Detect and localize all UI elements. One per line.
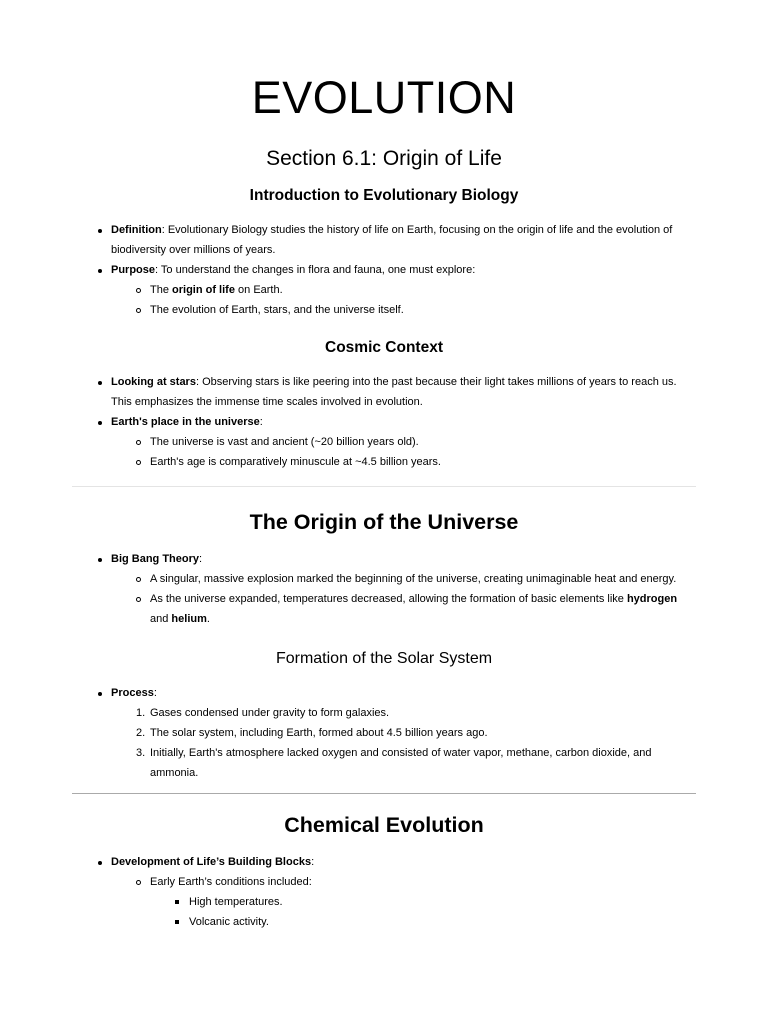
document-title: EVOLUTION [251, 72, 517, 123]
list-item-development: Development of Life’s Building Blocks: Early Earth’s conditions included: High temperatures. Volcanic activity. [111, 852, 696, 932]
chemical-list [72, 852, 696, 932]
earth-place-sublist [111, 432, 696, 472]
circle-bullet-icon [136, 288, 141, 293]
circle-bullet-icon [136, 308, 141, 313]
circle-bullet-icon [136, 460, 141, 465]
list-item: The universe is vast and ancient (~20 billion years old). [150, 432, 696, 452]
list-item: High temperatures. [189, 892, 696, 912]
circle-bullet-icon [136, 597, 141, 602]
list-item: The evolution of Earth, stars, and the universe itself. [150, 300, 696, 320]
bullet-icon [98, 692, 102, 696]
bullet-icon [98, 558, 102, 562]
big-bang-sublist [111, 569, 696, 629]
circle-bullet-icon [136, 880, 141, 885]
universe-list [72, 549, 696, 629]
process-label: Process [111, 687, 154, 699]
bullet-icon [98, 421, 102, 425]
circle-bullet-icon [136, 577, 141, 582]
universe-heading: The Origin of the Universe [249, 510, 519, 534]
solar-heading: Formation of the Solar System [275, 650, 493, 667]
conditions-sublist [150, 892, 696, 932]
chemical-heading: Chemical Evolution [284, 813, 484, 837]
list-item-stars: Looking at stars: Observing stars is like peering into the past because their light takes millions of years to reach us. This emphasizes the immense time scales involved in evolution. [111, 372, 696, 412]
section-title: Section 6.1: Origin of Life [266, 147, 502, 170]
list-item: Volcanic activity. [189, 912, 696, 932]
definition-label: Definition [111, 224, 162, 236]
list-item: As the universe expanded, temperatures decreased, allowing the formation of basic elements like hydrogen and helium. [150, 589, 696, 629]
list-item-process: Process: 1. Gases condensed under gravity to form galaxies. 2. The solar system, including Earth, formed about 4.5 billion years ago. 3. Initially, Earth's atmosphere lacked oxygen and consisted of water vapor, methane, carbon dioxide, and ammonia. [111, 683, 696, 783]
purpose-label: Purpose [111, 264, 156, 276]
section-divider [72, 793, 696, 794]
bullet-icon [98, 861, 102, 865]
earth-place-label: Earth's place in the universe [111, 416, 260, 428]
definition-text: : Evolutionary Biology studies the history of life on Earth, focusing on the origin of life and the evolution of biodiversity over millions of years. [111, 224, 673, 256]
process-steps [111, 703, 696, 783]
solar-list [72, 683, 696, 783]
circle-bullet-icon [136, 440, 141, 445]
list-item-definition [111, 220, 696, 260]
list-item: The origin of life on Earth. [150, 280, 696, 300]
list-item-big-bang: Big Bang Theory: A singular, massive explosion marked the beginning of the universe, creating unimaginable heat and energy. As the universe expanded, temperatures decreased, allowing the formation of basic elements like hydrogen and helium. [111, 549, 696, 629]
list-item-earth-place: Earth's place in the universe: The universe is vast and ancient (~20 billion years old). Earth's age is comparatively minuscule at ~4.5 billion years. [111, 412, 696, 472]
stars-label: Looking at stars [111, 376, 196, 388]
square-bullet-icon [175, 920, 179, 924]
development-sublist [111, 872, 696, 932]
list-item: Early Earth’s conditions included: High temperatures. Volcanic activity. [150, 872, 696, 932]
cosmic-list [72, 372, 696, 472]
list-item: A singular, massive explosion marked the beginning of the universe, creating unimaginable heat and energy. [150, 569, 696, 589]
big-bang-label: Big Bang Theory [111, 553, 200, 565]
list-item: 2. The solar system, including Earth, formed about 4.5 billion years ago. [136, 727, 488, 739]
purpose-sublist [111, 280, 696, 320]
list-item: 1. Gases condensed under gravity to form galaxies. [136, 707, 390, 719]
purpose-text: : To understand the changes in flora and fauna, one must explore: [155, 264, 476, 276]
section-divider [72, 486, 696, 487]
bullet-icon [98, 229, 102, 233]
bullet-icon [98, 269, 102, 273]
cosmic-heading: Cosmic Context [325, 339, 443, 356]
list-item: Earth's age is comparatively minuscule at ~4.5 billion years. [150, 452, 696, 472]
list-item-purpose [111, 260, 696, 320]
square-bullet-icon [175, 900, 179, 904]
intro-list [72, 220, 696, 320]
list-item: 3. Initially, Earth's atmosphere lacked oxygen and consisted of water vapor, methane, carbon dioxide, and ammonia. [136, 747, 652, 779]
bullet-icon [98, 381, 102, 385]
development-label: Development of Life’s Building Blocks [111, 856, 312, 868]
intro-heading: Introduction to Evolutionary Biology [249, 187, 519, 204]
